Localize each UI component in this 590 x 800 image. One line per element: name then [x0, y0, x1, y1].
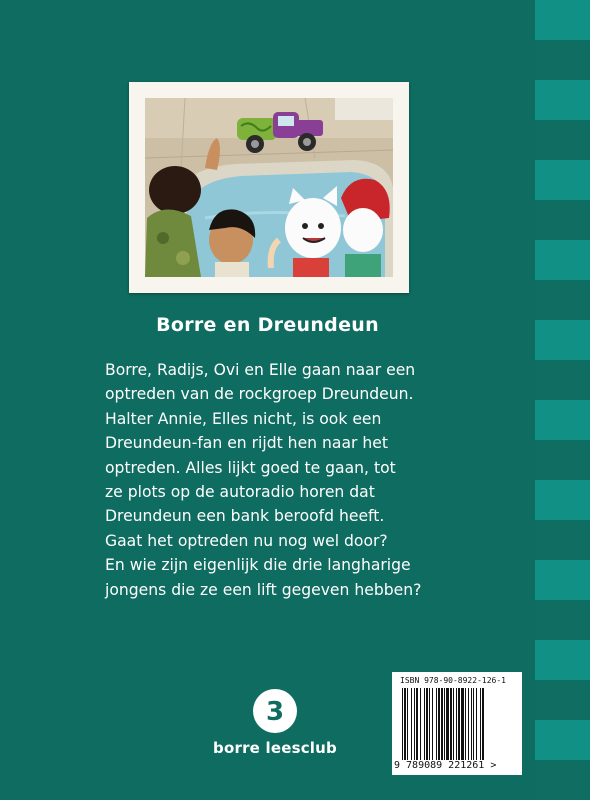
spine-stripe [535, 320, 590, 360]
spine-stripe [535, 80, 590, 120]
blurb-line: Gaat het optreden nu nog wel door? [105, 531, 388, 550]
cover-illustration [145, 98, 393, 277]
blurb-line: Halter Annie, Elles nicht, is ook een [105, 409, 382, 428]
barcode-number: 9 789089 221261 > [394, 760, 497, 771]
illustration-svg [145, 98, 393, 277]
blurb-line: ze plots op de autoradio horen dat [105, 483, 375, 502]
blurb-line: Dreundeun een bank beroofd heeft. [105, 507, 385, 526]
isbn-label: ISBN 978-90-8922-126-1 [400, 676, 506, 685]
blurb-line: Borre, Radijs, Ovi en Elle gaan naar een [105, 361, 416, 379]
spine-stripe [535, 480, 590, 520]
blurb-line: jongens die ze een lift gegeven hebben? [105, 580, 422, 599]
spine-stripe [535, 720, 590, 760]
blurb-line: optreden. Alles lijkt goed te gaan, tot [105, 458, 396, 477]
illustration-frame [129, 82, 409, 293]
spine-stripe [535, 560, 590, 600]
blurb-line: En wie zijn eigenlijk die drie langharige [105, 556, 411, 575]
blurb-line: optreden van de rockgroep Dreundeun. [105, 385, 414, 404]
spine-stripe [535, 160, 590, 200]
book-title: Borre en Dreundeun [156, 314, 379, 336]
spine-stripe [535, 640, 590, 680]
spine-stripe [535, 400, 590, 440]
logo-mark-text: 3 [265, 697, 285, 727]
spine-stripe [535, 0, 590, 40]
spine-stripe [535, 240, 590, 280]
barcode-bars [402, 688, 514, 760]
blurb-text [105, 358, 485, 602]
publisher-logo-mark-icon [252, 688, 298, 734]
publisher-name: borre leesclub [213, 739, 337, 757]
spine-strip [535, 0, 590, 800]
publisher-logo [210, 688, 340, 757]
blurb-line: Dreundeun-fan en rijdt hen naar het [105, 434, 388, 453]
barcode [392, 672, 522, 775]
